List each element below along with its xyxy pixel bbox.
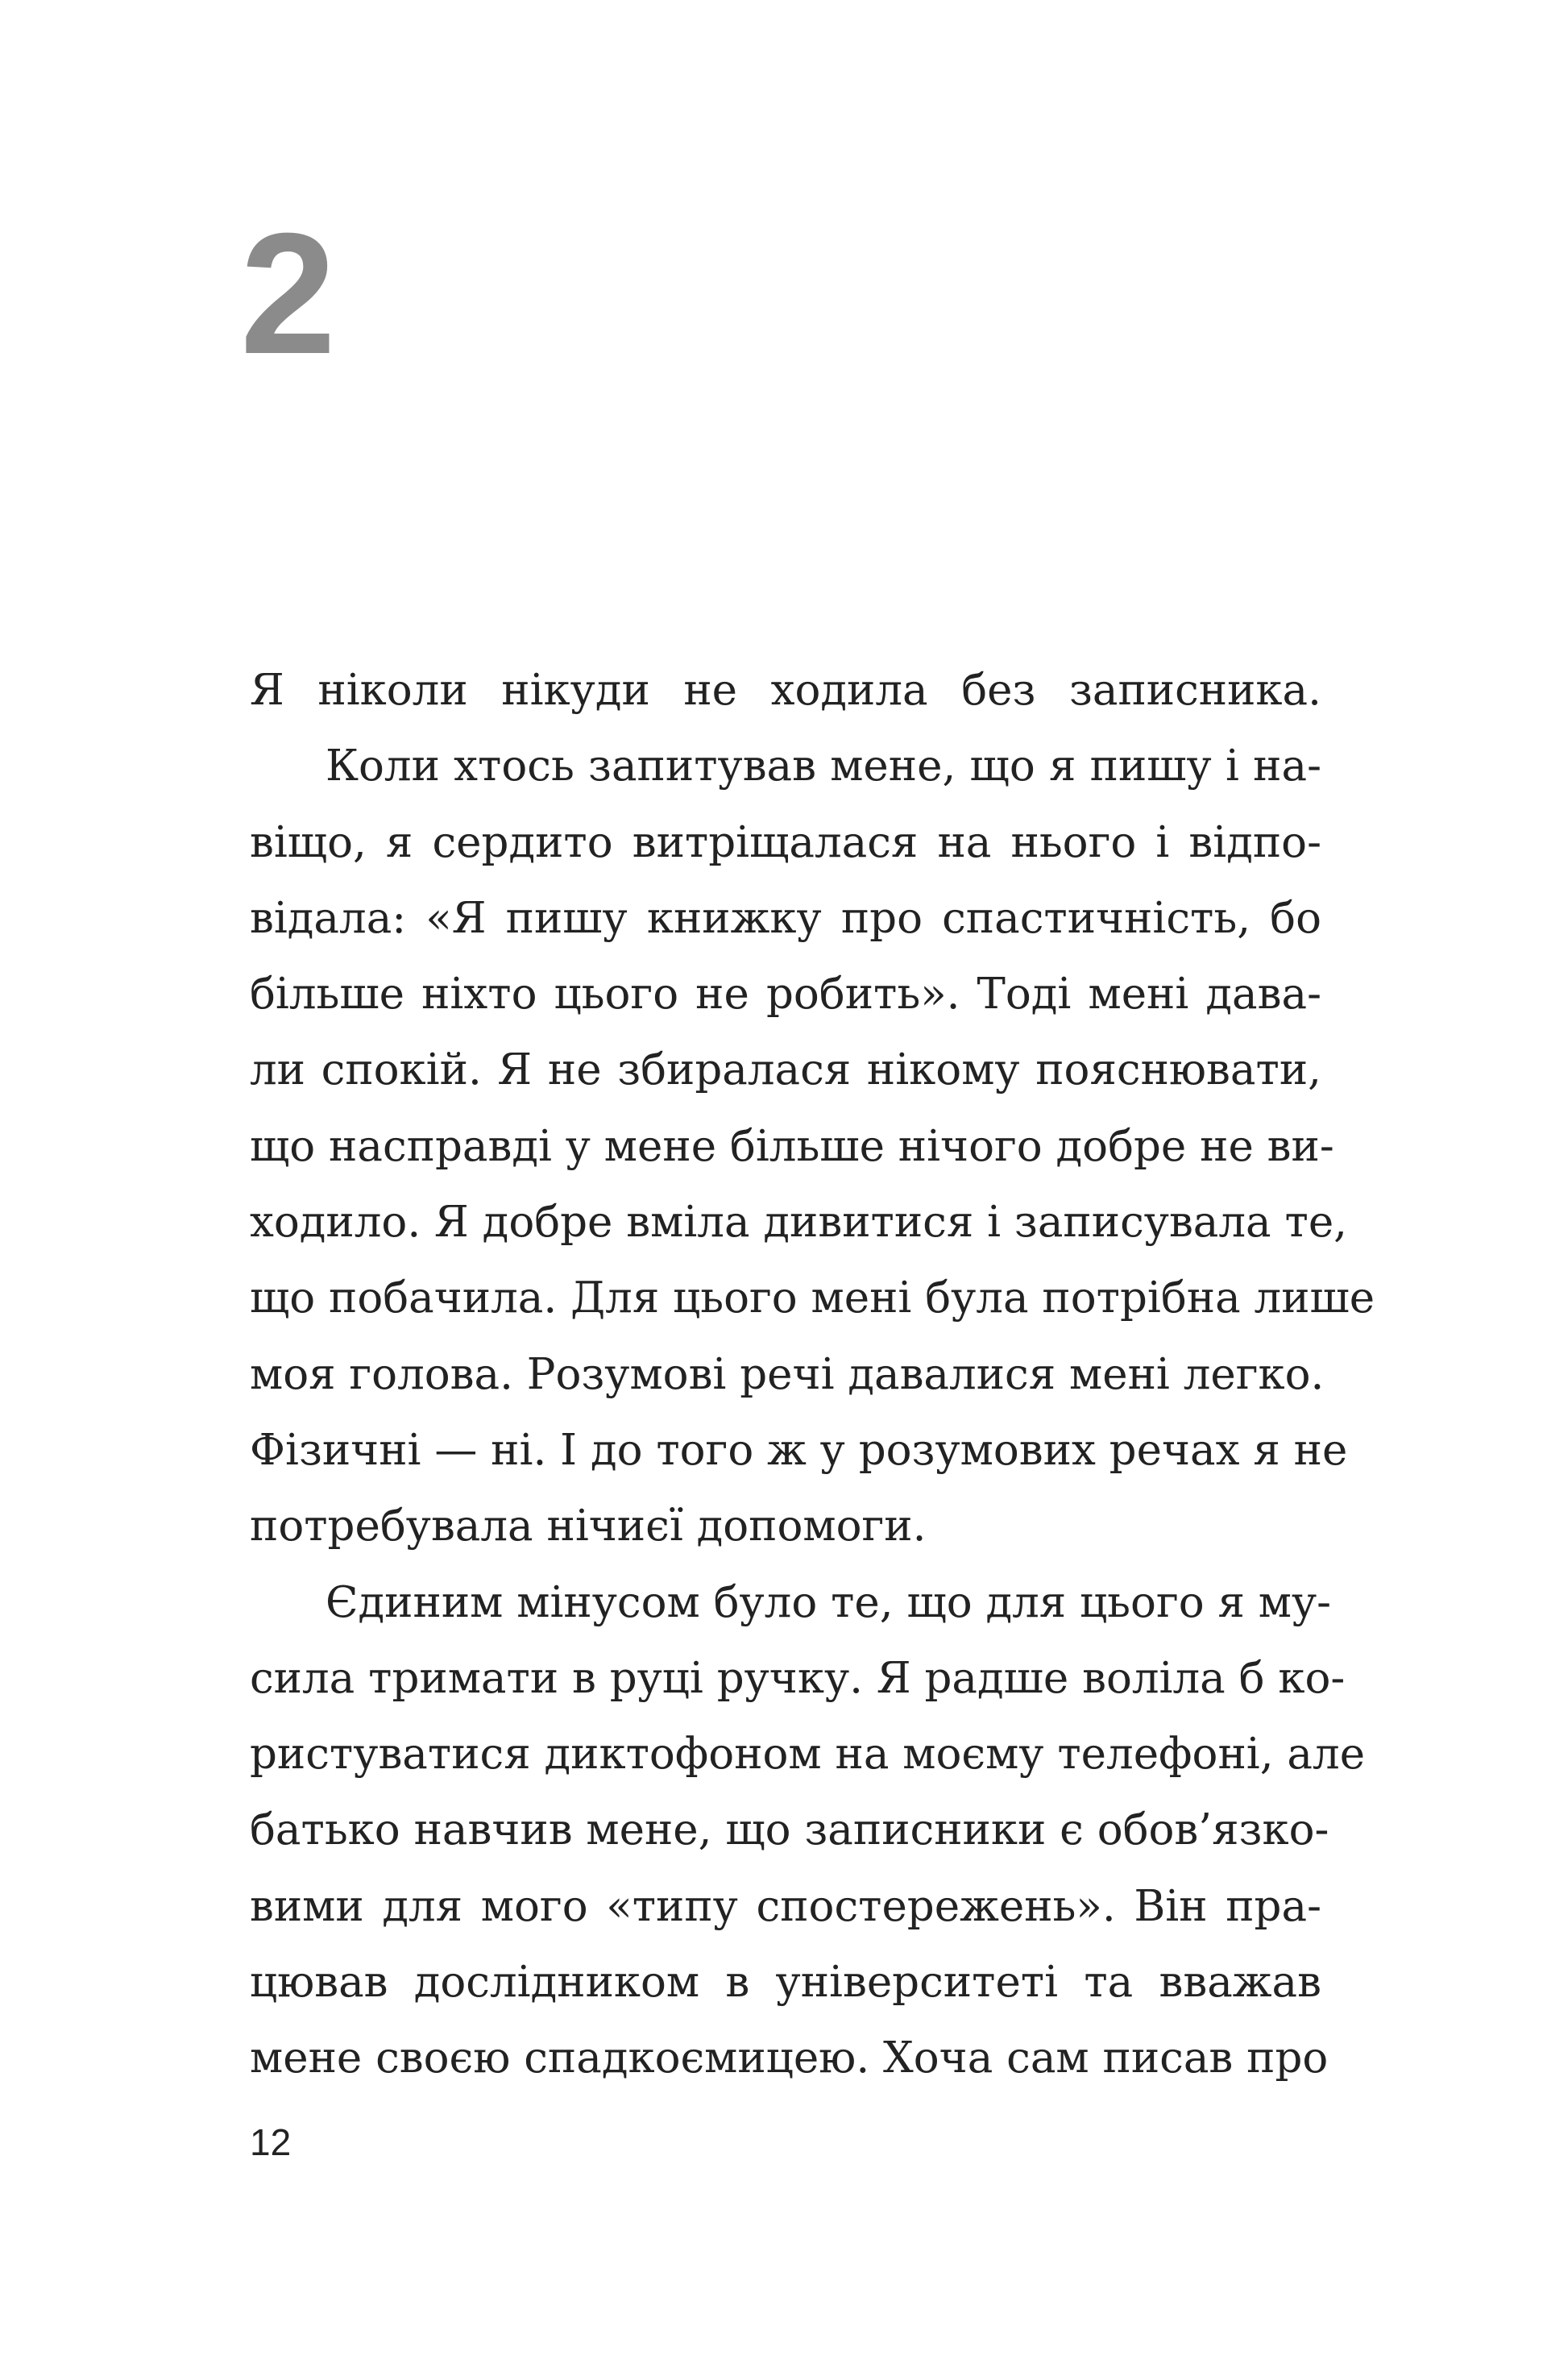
text-line: потребувала нічиєї допомоги. [250, 1502, 927, 1551]
text-line: моя голова. Розумові речі давалися мені легко. [250, 1349, 1325, 1399]
text-line: Я ніколи нікуди не ходила без записника. [250, 666, 1321, 715]
page-number: 12 [250, 2121, 292, 2163]
text-line: ходило. Я добре вміла дивитися і записувала те, [250, 1198, 1348, 1248]
text-line: батько навчив мене, що записники є обов’язко- [250, 1805, 1329, 1855]
text-line: відала: «Я пишу книжку про спастичність, бо [250, 893, 1321, 943]
text-line: ристуватися диктофоном на моєму телефоні, але [250, 1730, 1366, 1780]
text-line: віщо, я сердито витріщалася на нього і відпо- [250, 817, 1321, 867]
text-line: що насправді у мене більше нічого добре не ви- [250, 1121, 1334, 1171]
text-line: Єдиним мінусом було те, що для цього я му- [326, 1577, 1332, 1627]
text-line: Коли хтось запитував мене, що я пишу і на- [326, 741, 1321, 791]
text-line: вими для мого «типу спостережень». Він пра- [250, 1881, 1321, 1931]
text-line: що побачила. Для цього мені була потрібна лише [250, 1273, 1375, 1323]
text-line: ли спокій. Я не збиралася нікому пояснювати, [250, 1045, 1321, 1095]
text-line: більше ніхто цього не робить». Тоді мені дава- [250, 970, 1321, 1020]
text-line: мене своєю спадкоємицею. Хоча сам писав про [250, 2033, 1329, 2083]
text-line: сила тримати в руці ручку. Я радше воліла б ко- [250, 1653, 1346, 1703]
body-text [250, 653, 1375, 2097]
chapter-number: 2 [240, 197, 337, 390]
text-line: цював дослідником в університеті та вважав [250, 1958, 1321, 2008]
text-line: Фізичні — ні. І до того ж у розумових речах я не [250, 1425, 1348, 1475]
